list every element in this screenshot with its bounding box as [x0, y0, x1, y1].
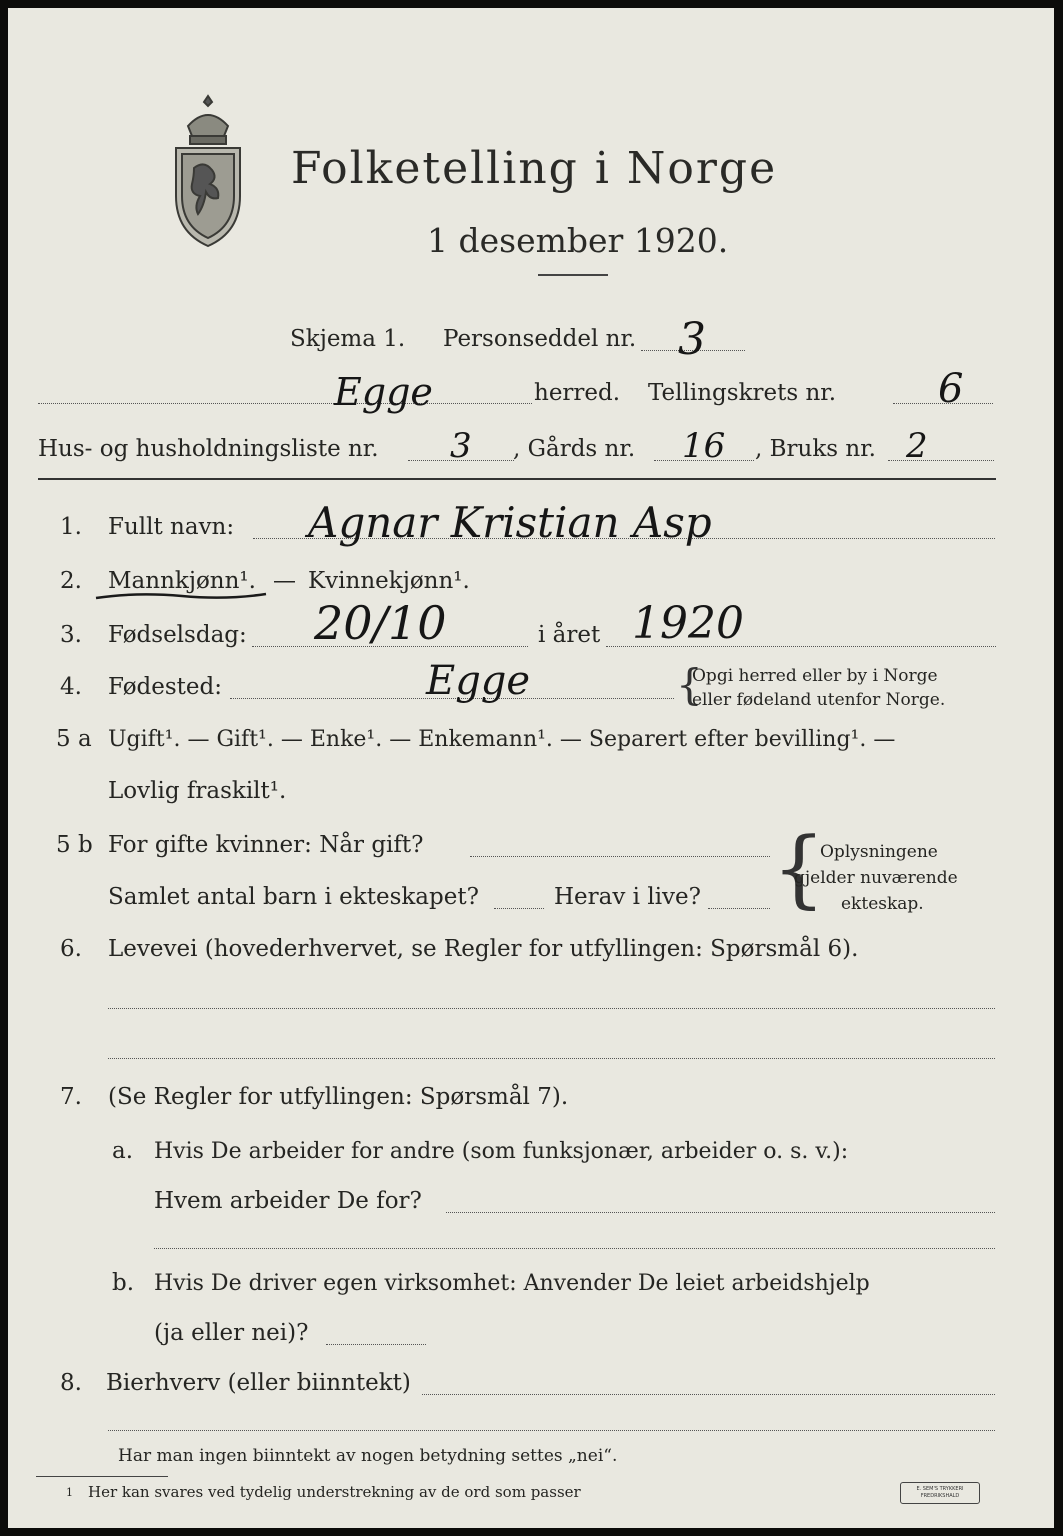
title-divider — [538, 274, 608, 276]
husliste-value[interactable]: 3 — [450, 426, 472, 466]
q3-label: Fødselsdag: — [108, 622, 247, 648]
q6-text: Levevei (hovederhvervet, se Regler for utfyllingen: Spørsmål 6). — [108, 936, 859, 962]
q7b-text: Hvis De driver egen virksomhet: Anvender De leiet arbeidshjelp — [154, 1271, 870, 1296]
q7b-line — [326, 1344, 426, 1345]
coat-of-arms-icon — [166, 90, 250, 250]
q7-number: 7. — [60, 1084, 82, 1110]
q5a-text: Ugift¹. — Gift¹. — Enke¹. — Enkemann¹. — Separert efter bevilling¹. — — [108, 727, 896, 752]
q4-value[interactable]: Egge — [426, 658, 531, 704]
q8-line-1 — [422, 1394, 995, 1395]
q7b-text-2: (ja eller nei)? — [154, 1320, 309, 1346]
q5b-label-3: Herav i live? — [554, 884, 701, 910]
header-rule — [38, 478, 996, 480]
q7a-text: Hvis De arbeider for andre (som funksjonær, arbeider o. s. v.): — [154, 1139, 849, 1164]
q8-text: Bierhverv (eller biinntekt) — [106, 1370, 411, 1396]
q7a-number: a. — [112, 1138, 134, 1164]
bruks-line — [888, 460, 994, 461]
herred-label: herred. — [534, 380, 621, 406]
printer-stamp: E. SEM'S TRYKKERI FREDRIKSHALD — [900, 1482, 980, 1504]
gards-value[interactable]: 16 — [682, 426, 726, 466]
tellingskrets-label: Tellingskrets nr. — [648, 380, 837, 406]
herred-line — [38, 403, 532, 404]
q7-text: (Se Regler for utfyllingen: Spørsmål 7). — [108, 1084, 569, 1110]
q2-male: Mannkjønn¹. — [108, 568, 256, 594]
q5b-note-2: gjelder nuværende — [794, 868, 958, 888]
q2-number: 2. — [60, 568, 82, 594]
q5b-brace: { — [772, 819, 826, 917]
husliste-label: Hus- og husholdningsliste nr. — [38, 436, 379, 462]
q3-year-label: i året — [538, 622, 601, 648]
q7a-text-2: Hvem arbeider De for? — [154, 1188, 422, 1214]
census-form — [8, 8, 1054, 1528]
q2-separator: — — [273, 568, 296, 594]
q3-value[interactable]: 20/10 — [314, 596, 447, 650]
q5b-number: 5 b — [56, 832, 93, 858]
q1-number: 1. — [60, 514, 82, 540]
q4-brace: { — [676, 660, 703, 709]
q3-year-value[interactable]: 1920 — [632, 598, 744, 649]
q6-number: 6. — [60, 936, 82, 962]
q6-line-1 — [108, 1008, 995, 1009]
q3-number: 3. — [60, 622, 82, 648]
q8-number: 8. — [60, 1370, 82, 1396]
footnote-text: Her kan svares ved tydelig understrekning av de ord som passer — [88, 1483, 581, 1501]
q5b-children-line — [494, 908, 544, 909]
q5b-alive-line — [708, 908, 770, 909]
q1-value[interactable]: Agnar Kristian Asp — [308, 498, 712, 547]
bottom-note: Har man ingen biinntekt av nogen betydning settes „nei“. — [118, 1446, 618, 1466]
q5b-note-1: Oplysningene — [820, 842, 938, 862]
q6-line-2 — [108, 1058, 995, 1059]
q7a-line-1 — [446, 1212, 995, 1213]
bruks-label: , Bruks nr. — [755, 436, 876, 462]
q5a-number: 5 a — [56, 726, 92, 752]
footnote-number: 1 — [66, 1486, 73, 1499]
skjema-label: Skjema 1. — [290, 326, 406, 352]
q7a-line-2 — [154, 1248, 995, 1249]
q4-label: Fødested: — [108, 674, 223, 700]
footnote-rule — [36, 1476, 168, 1477]
gards-label: , Gårds nr. — [513, 436, 636, 462]
q4-note-1: Opgi herred eller by i Norge — [692, 666, 938, 686]
q5b-note-3: ekteskap. — [841, 894, 924, 914]
bruks-value[interactable]: 2 — [906, 426, 928, 466]
male-underline — [94, 590, 270, 604]
q4-number: 4. — [60, 674, 82, 700]
q8-line-2 — [108, 1430, 995, 1431]
q2-female: Kvinnekjønn¹. — [308, 568, 470, 594]
q5a-text-2: Lovlig fraskilt¹. — [108, 778, 287, 804]
form-title: Folketelling i Norge — [291, 143, 778, 194]
personseddel-value[interactable]: 3 — [678, 314, 706, 365]
q5b-label-2: Samlet antal barn i ekteskapet? — [108, 884, 479, 910]
tellingskrets-value[interactable]: 6 — [938, 366, 964, 412]
q7b-number: b. — [112, 1270, 135, 1296]
q4-note-2: eller fødeland utenfor Norge. — [692, 690, 946, 710]
q5b-label-1: For gifte kvinner: Når gift? — [108, 832, 424, 858]
form-date: 1 desember 1920. — [427, 221, 729, 260]
q1-label: Fullt navn: — [108, 514, 235, 540]
personseddel-label: Personseddel nr. — [443, 326, 637, 352]
herred-value[interactable]: Egge — [334, 370, 433, 414]
q5b-married-line — [470, 856, 770, 857]
